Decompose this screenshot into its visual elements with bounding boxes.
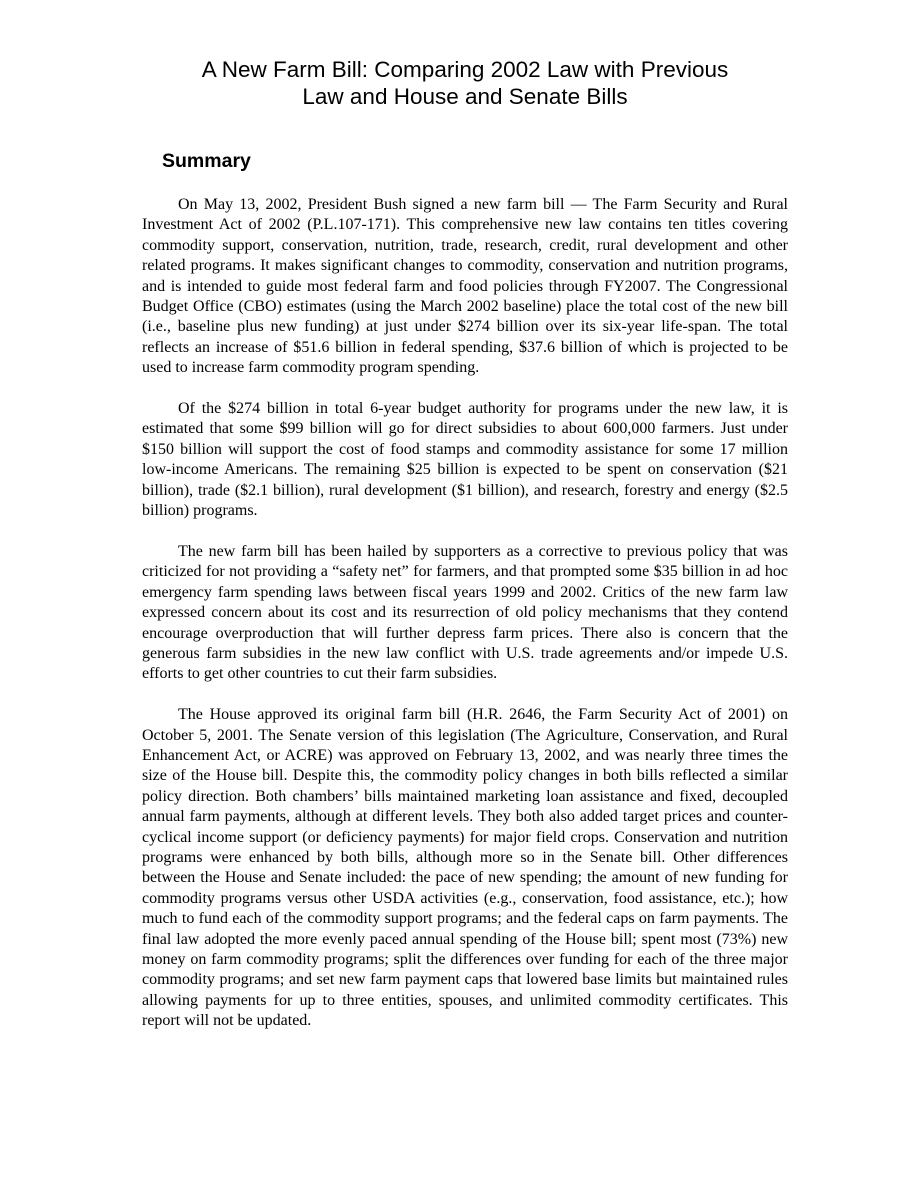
title-line-2: Law and House and Senate Bills bbox=[302, 84, 628, 109]
paragraph-1: On May 13, 2002, President Bush signed a new farm bill — The Farm Security and Rural Investment Act of 2002 (P.L.107-171). This comprehensive new law contains ten titles covering commodity support, conservation, nutrition, trade, research, credit, rural development and other related programs. It makes significant changes to commodity, conservation and nutrition programs, and is intended to guide most federal farm and food policies through FY2007. The Congressional Budget Office (CBO) estimates (using the March 2002 baseline) place the total cost of the new bill (i.e., baseline plus new funding) at just under $274 billion over its six-year life-span. The total reflects an increase of $51.6 billion in federal spending, $37.6 billion of which is projected to be used to increase farm commodity program spending. bbox=[142, 196, 788, 377]
paragraph-4: The House approved its original farm bill (H.R. 2646, the Farm Security Act of 2001) on October 5, 2001. The Senate version of this legislation (The Agriculture, Conservation, and Rural Enhancement Act, or ACRE) was approved on February 13, 2002, and was nearly three times the size of the House bill. Despite this, the commodity policy changes in both bills reflected a similar policy direction. Both chambers’ bills maintained marketing loan assistance and fixed, decoupled annual farm payments, although at different levels. They both also added target prices and counter-cyclical income support (or deficiency payments) for major field crops. Conservation and nutrition programs were enhanced by both bills, although more so in the Senate bill. Other differences between the House and Senate included: the pace of new spending; the amount of new funding for commodity programs versus other USDA activities (e.g., conservation, food assistance, etc.); how much to fund each of the commodity support programs; and the federal caps on farm payments. The final law adopted the more evenly paced annual spending of the House bill; spent most (73%) new money on farm commodity programs; split the differences over funding for each of the three major commodity programs; and set new farm payment caps that lowered base limits but maintained rules allowing payments for up to three entities, spouses, and unlimited commodity certificates. This report will not be updated. bbox=[142, 706, 788, 1030]
paragraph-2: Of the $274 billion in total 6-year budget authority for programs under the new law, it is estimated that some $99 billion will go for direct subsidies to about 600,000 farmers. Just under $150 billion will support the cost of food stamps and commodity assistance for some 17 million low-income Americans. The remaining $25 billion is expected to be spent on conservation ($21 billion), trade ($2.1 billion), rural development ($1 billion), and research, forestry and energy ($2.5 billion) programs. bbox=[142, 400, 788, 520]
summary-body bbox=[142, 195, 788, 1052]
document-page bbox=[142, 56, 788, 1030]
section-heading-summary: Summary bbox=[162, 150, 251, 172]
title-line-1: A New Farm Bill: Comparing 2002 Law with Previous bbox=[201, 57, 729, 82]
paragraph-3: The new farm bill has been hailed by supporters as a corrective to previous policy that was criticized for not providing a “safety net” for farmers, and that prompted some $35 billion in ad hoc emergency farm spending laws between fiscal years 1999 and 2002. Critics of the new farm law expressed concern about its cost and its resurrection of old policy mechanisms that they contend encourage overproduction that will further depress farm prices. There also is concern that the generous farm subsidies in the new law conflict with U.S. trade agreements and/or impede U.S. efforts to get other countries to cut their farm subsidies. bbox=[142, 542, 788, 683]
document-title bbox=[142, 56, 788, 110]
